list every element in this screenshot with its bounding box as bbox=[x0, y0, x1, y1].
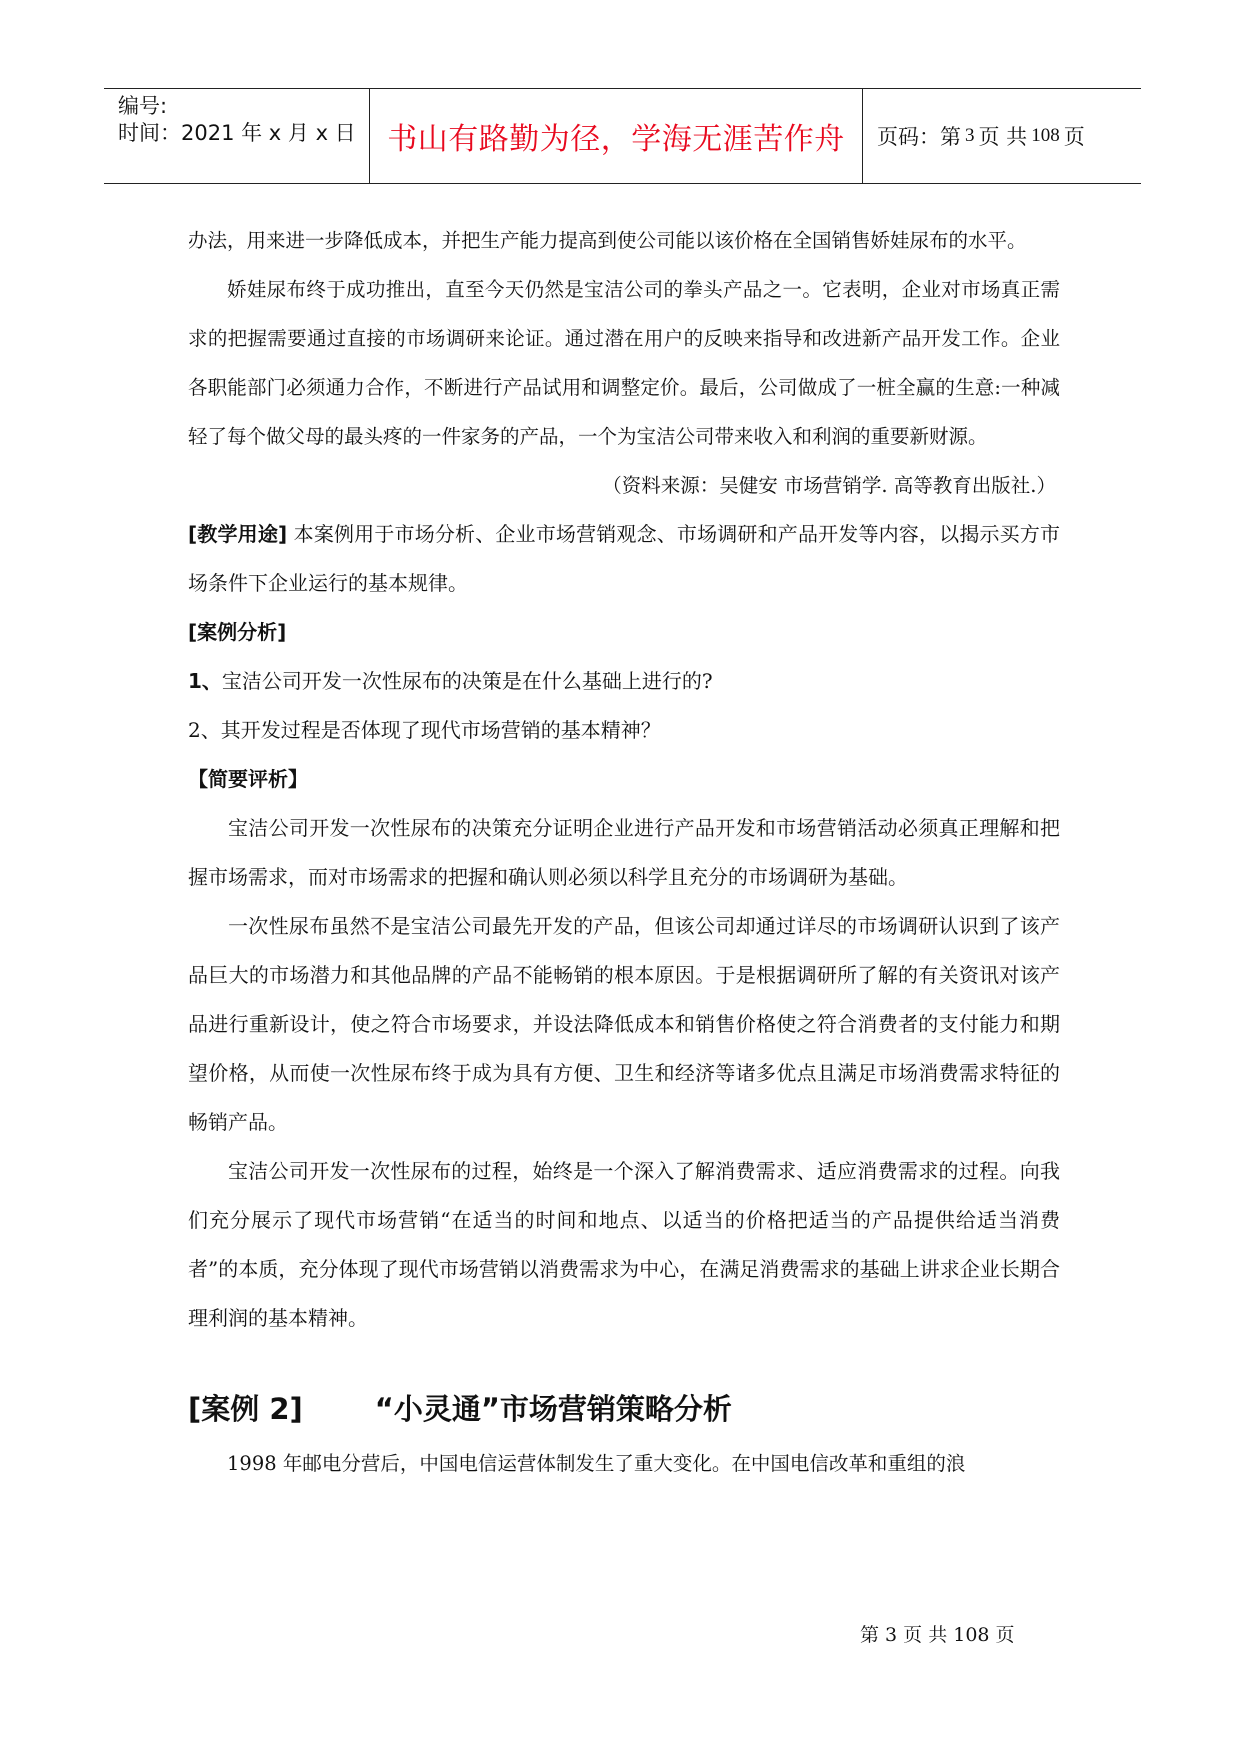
page-mid: 页 共 bbox=[978, 125, 1028, 149]
motto-cell bbox=[370, 89, 863, 183]
teaching-use-label: [教学用途] bbox=[188, 522, 288, 546]
page-number-cell bbox=[863, 89, 1141, 183]
brief-analysis-heading: 【简要评析】 bbox=[188, 767, 308, 791]
case-2-intro: 1998 年邮电分营后，中国电信运营体制发生了重大变化。在中国电信改革和重组的浪 bbox=[227, 1452, 966, 1475]
motto-text: 书山有路勤为径，学海无涯苦作舟 bbox=[387, 122, 845, 157]
header-table bbox=[104, 88, 1141, 184]
case-2-label: [案例 2] bbox=[188, 1392, 303, 1426]
analysis-paragraph-2: 一次性尿布虽然不是宝洁公司最先开发的产品，但该公司却通过详尽的市场调研认识到了该产品巨大的市场潜力和其他品牌的产品不能畅销的根本原因。于是根据调研所了解的有关资讯对该产品进行重新设计，使之符合市场要求，并设法降低成本和销售价格使之符合消费者的支付能力和期望价格，从而使一次性尿布终于成为具有方便、卫生和经济等诸多优点且满足市场消费需求特征的畅销产品。 bbox=[188, 914, 1060, 1134]
case-2-heading bbox=[188, 1379, 1060, 1439]
question-1-number: 1、 bbox=[188, 669, 222, 693]
page-prefix: 页码：第 bbox=[877, 125, 961, 149]
paragraph-2: 娇娃尿布终于成功推出，直至今天仍然是宝洁公司的拳头产品之一。它表明，企业对市场真正需求的把握需要通过直接的市场调研来论证。通过潜在用户的反映来指导和改进新产品开发工作。企业各职能部门必须通力合作，不断进行产品试用和调整定价。最后，公司做成了一桩全赢的生意:一种减轻了每个做父母的最头疼的一件家务的产品，一个为宝洁公司带来收入和利润的重要新财源。 bbox=[188, 278, 1060, 448]
analysis-paragraph-1: 宝洁公司开发一次性尿布的决策充分证明企业进行产品开发和市场营销活动必须真正理解和把握市场需求，而对市场需求的把握和确认则必须以科学且充分的市场调研为基础。 bbox=[188, 816, 1060, 889]
header-info-cell bbox=[104, 89, 370, 183]
source-citation: （资料来源：吴健安 市场营销学. 高等教育出版社.） bbox=[602, 474, 1056, 497]
paragraph-1: 办法，用来进一步降低成本，并把生产能力提高到使公司能以该价格在全国销售娇娃尿布的水平。 bbox=[188, 229, 1027, 252]
page-footer: 第 3 页 共 108 页 bbox=[860, 1624, 1015, 1646]
teaching-use-text: 本案例用于市场分析、企业市场营销观念、市场调研和产品开发等内容，以揭示买方市场条件下企业运行的基本规律。 bbox=[188, 522, 1061, 595]
question-2: 2、其开发过程是否体现了现代市场营销的基本精神？ bbox=[188, 718, 661, 742]
page-suffix: 页 bbox=[1063, 125, 1085, 149]
document-body bbox=[188, 216, 1060, 1488]
number-label: 编号: bbox=[118, 94, 168, 118]
question-1-text: 宝洁公司开发一次性尿布的决策是在什么基础上进行的? bbox=[221, 669, 713, 693]
page-total: 108 bbox=[1031, 125, 1060, 146]
page-number: 3 bbox=[965, 125, 975, 146]
case-analysis-heading: [案例分析] bbox=[188, 620, 287, 644]
time-label: 时间：2021 年 x 月 x 日 bbox=[118, 121, 356, 145]
teaching-use-paragraph bbox=[188, 510, 1060, 608]
case-2-title: “小灵通”市场营销策略分析 bbox=[374, 1392, 732, 1426]
question-1 bbox=[188, 657, 1060, 706]
analysis-paragraph-3: 宝洁公司开发一次性尿布的过程，始终是一个深入了解消费需求、适应消费需求的过程。向我们充分展示了现代市场营销“在适当的时间和地点、以适当的价格把适当的产品提供给适当消费者”的本质，充分体现了现代市场营销以消费需求为中心，在满足消费需求的基础上讲求企业长期合理利润的基本精神。 bbox=[188, 1159, 1060, 1330]
